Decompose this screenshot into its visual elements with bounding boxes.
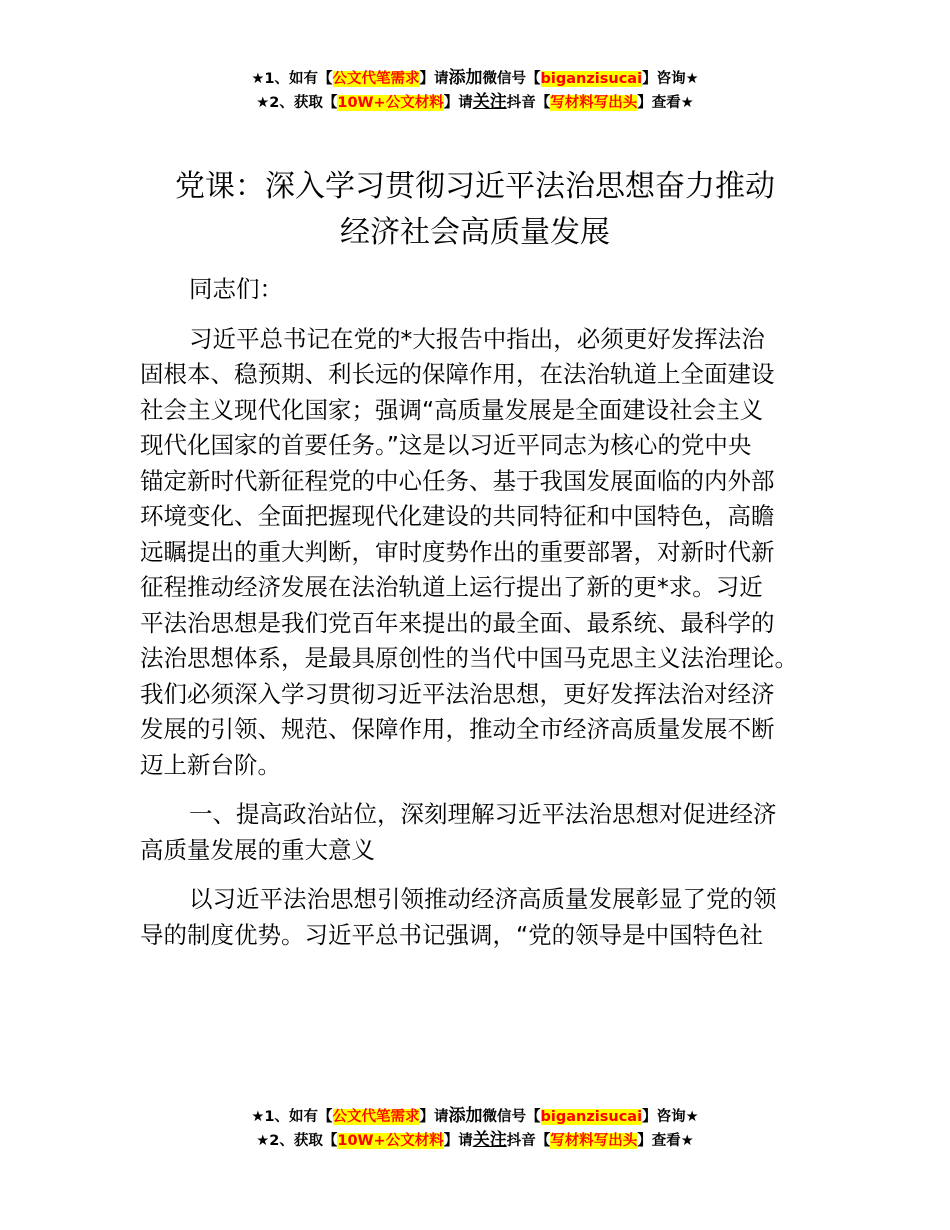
- banner-highlight-wechat-id: biganzisucai: [540, 1109, 643, 1125]
- salutation: 同志们：: [189, 275, 283, 303]
- banner-highlight-materials: 10W+公文材料: [337, 1133, 444, 1149]
- paragraph-section-1: 以习近平法治思想引领推动经济高质量发展彰显了党的领 导的制度优势。习近平总书记强调，“党的领导是中国特色社: [140, 885, 777, 949]
- document-body: [140, 272, 820, 953]
- document-title: [0, 164, 950, 256]
- banner-line-1: ★1、如有【公文代笔需求】请添加微信号【biganzisucai】咨询★: [251, 68, 699, 88]
- banner-line-2: ★2、获取【10W+公文材料】请关注抖音【写材料写出头】查看★: [256, 92, 694, 112]
- title-line: 党课：深入学习贯彻习近平法治思想奋力推动: [175, 169, 775, 204]
- section-heading-1: 一、提高政治站位，深刻理解习近平法治思想对促进经济 高质量发展的重大意义: [140, 800, 777, 864]
- banner-highlight-service: 公文代笔需求: [332, 1109, 420, 1125]
- paragraph-intro: 习近平总书记在党的*大报告中指出，必须更好发挥法治 固根本、稳预期、利长远的保障作用，在法治轨道上全面建设 社会主义现代化国家；强调“高质量发展是全面建设社会主义 现代化国家的首要任务。”这是以习近平同志为核心的党中央 锚定新时代新征程党的中心任务、基于我国发展面临的内外部 环境变化、全面把握现代化建设的共同特征和中国特色，高瞻 远瞩提出的重大判断，审时度势作出的重要部署，对新时代新 征程推动经济发展在法治轨道上运行提出了新的更*求。习近 平法治思想是我们党百年来提出的最全面、最系统、最科学的 法治思想体系，是最具原创性的当代中国马克思主义法治理论。 我们必须深入学习贯彻习近平法治思想，更好发挥法治对经济 发展的引领、规范、保障作用，推动全市经济高质量发展不断 迈上新台阶。: [140, 324, 798, 779]
- banner-line-2: ★2、获取【10W+公文材料】请关注抖音【写材料写出头】查看★: [256, 1130, 694, 1150]
- footer-banner: [0, 1105, 950, 1153]
- header-banner: [0, 67, 950, 115]
- banner-highlight-douyin: 写材料写出头: [550, 1133, 638, 1149]
- banner-highlight-materials: 10W+公文材料: [337, 95, 444, 111]
- title-line: 经济社会高质量发展: [340, 215, 610, 250]
- banner-highlight-douyin: 写材料写出头: [550, 95, 638, 111]
- banner-highlight-wechat-id: biganzisucai: [540, 71, 643, 87]
- banner-highlight-service: 公文代笔需求: [332, 71, 420, 87]
- banner-line-1: ★1、如有【公文代笔需求】请添加微信号【biganzisucai】咨询★: [251, 1106, 699, 1126]
